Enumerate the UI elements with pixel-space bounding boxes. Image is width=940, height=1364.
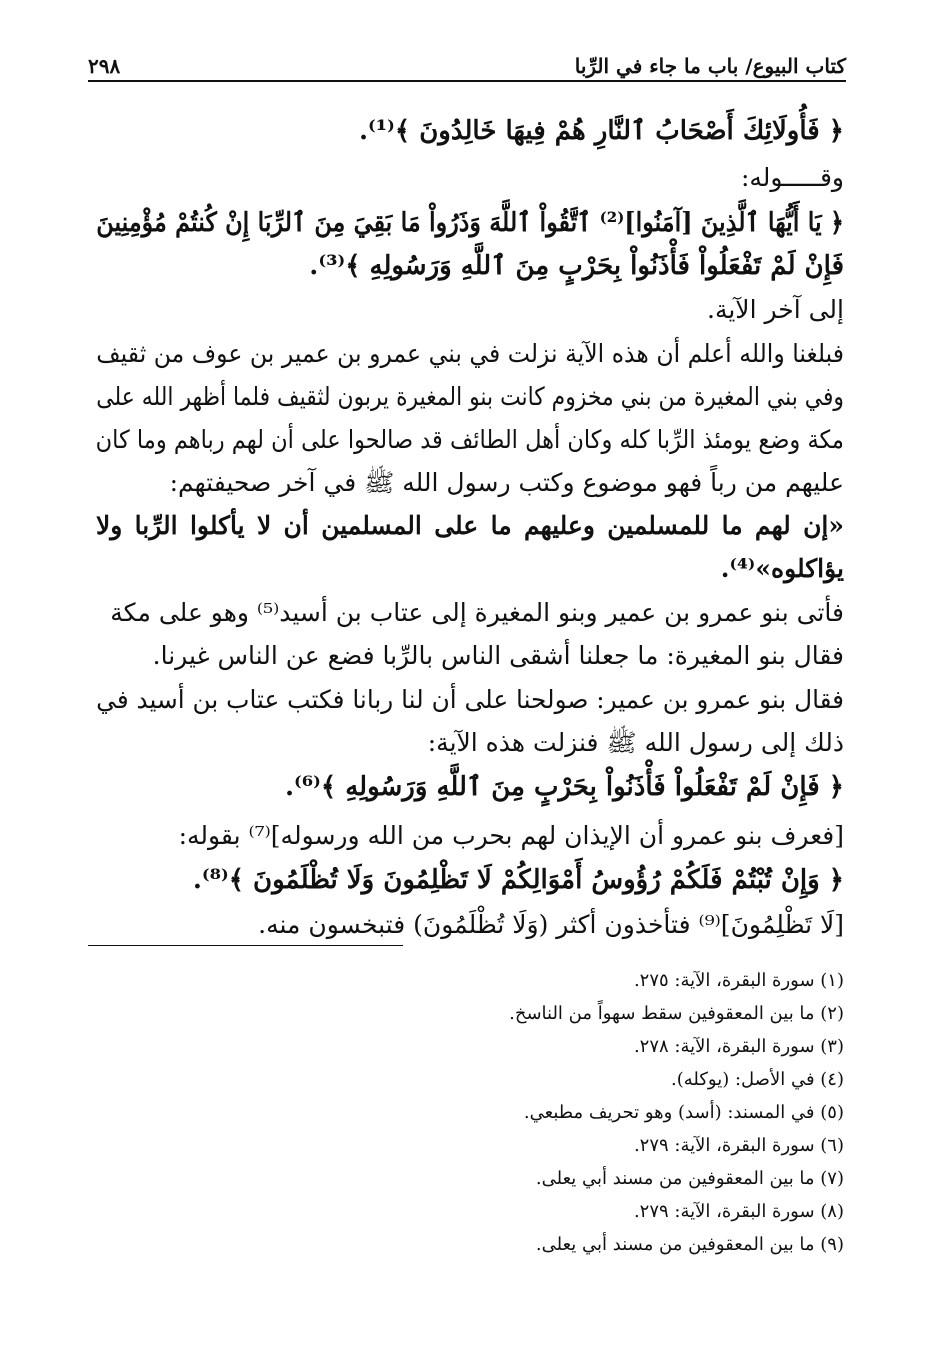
running-title: كتاب البيوع/ باب ما جاء في الرِّبا (574, 54, 846, 78)
footnote: (٨) سورة البقرة، الآية: ٢٧٩. (633, 1201, 844, 1222)
body-line: فقال بنو المغيرة: ما جعلنا أشقى الناس بالرِّبا فضع عن الناس غيرنا. (152, 641, 844, 670)
quran-verse: ﴿ فَإِنْ لَمْ تَفْعَلُواْ فَأْذَنُواْ بِحَرْبٍ مِنَ ٱللَّهِ وَرَسُولِهِ ﴾⁽⁶⁾. (284, 772, 844, 802)
page-header (88, 44, 846, 78)
footnote: (٤) في الأصل: (يوكله). (671, 1069, 844, 1090)
footnote-separator (88, 945, 403, 946)
footnote: (٣) سورة البقرة، الآية: ٢٧٨. (633, 1036, 844, 1057)
body-line: إلى آخر الآية. (707, 295, 844, 324)
hadith-quote: «إن لهم ما للمسلمين وعليهم ما على المسلمين أن لا يأكلوا الرِّبا ولا (96, 511, 844, 540)
quran-verse: ﴿ وَإِنْ تُبْتُمْ فَلَكُمْ رُؤُوسُ أَمْوَالِكُمْ لَا تَظْلِمُونَ وَلَا تُظْلَمُونَ ﴾⁽⁸⁾. (192, 865, 844, 895)
quran-verse: ﴿ فَأُولَائِكَ أَصْحَابُ ٱلنَّارِ هُمْ فِيهَا خَالِدُونَ ﴾⁽¹⁾. (358, 116, 844, 146)
body-line: فأتى بنو عمرو بن عمير وبنو المغيرة إلى عتاب بن أسيد⁽⁵⁾ وهو على مكة (110, 598, 844, 627)
hadith-quote: يؤاكلوه»⁽⁴⁾. (720, 554, 844, 583)
footnote: (٦) سورة البقرة، الآية: ٢٧٩. (633, 1135, 844, 1156)
body-line: مكة وضع يومئذ الرِّبا كله وكان أهل الطائف قد صالحوا على أن لهم رباهم وما كان (95, 425, 844, 454)
body-line: وفي بني المغيرة من بني مخزوم كانت بنو المغيرة يربون لثقيف فلما أظهر الله على (96, 382, 844, 411)
body-line: عليهم من رباً فهو موضوع وكتب رسول الله ﷺ في آخر صحيفتهم: (169, 468, 844, 497)
body-line: [فعرف بنو عمرو أن الإيذان لهم بحرب من الله ورسوله]⁽⁷⁾ بقوله: (178, 821, 844, 850)
footnote: (٩) ما بين المعقوفين من مسند أبي يعلى. (535, 1234, 844, 1255)
body-line: [لَا تَظْلِمُونَ]⁽⁹⁾ فتأخذون أكثر (وَلَا تُظْلَمُونَ) فتبخسون منه. (258, 910, 844, 939)
footnote: (٢) ما بين المعقوفين سقط سهواً من الناسخ. (509, 1003, 844, 1024)
body-line: فبلغنا والله أعلم أن هذه الآية نزلت في بني عمرو بن عمير بن عوف من ثقيف (96, 339, 845, 368)
quran-verse: فَإِنْ لَمْ تَفْعَلُواْ فَأْذَنُواْ بِحَرْبٍ مِنَ ٱللَّهِ وَرَسُولِهِ ﴾⁽³⁾. (309, 251, 844, 281)
footnote: (١) سورة البقرة، الآية: ٢٧٥. (633, 970, 844, 991)
page-number: ٢٩٨ (88, 54, 121, 78)
body-line: ذلك إلى رسول الله ﷺ فنزلت هذه الآية: (427, 728, 844, 757)
footnote: (٥) في المسند: (أسد) وهو تحريف مطبعي. (523, 1102, 844, 1123)
footnote: (٧) ما بين المعقوفين من مسند أبي يعلى. (535, 1168, 844, 1189)
body-line: وقـــــوله: (740, 163, 844, 192)
header-rule (88, 80, 846, 82)
quran-verse: ﴿ يَا أَيُّهَا ٱلَّذِينَ [آمَنُوا]⁽²⁾ ٱتَّقُواْ ٱللَّهَ وَذَرُواْ مَا بَقِيَ مِنَ ٱلرِّبَا إِنْ كُنتُمْ مُؤْمِنِينَ (96, 208, 844, 238)
body-line: فقال بنو عمرو بن عمير: صولحنا على أن لنا ربانا فكتب عتاب بن أسيد في (96, 685, 844, 714)
